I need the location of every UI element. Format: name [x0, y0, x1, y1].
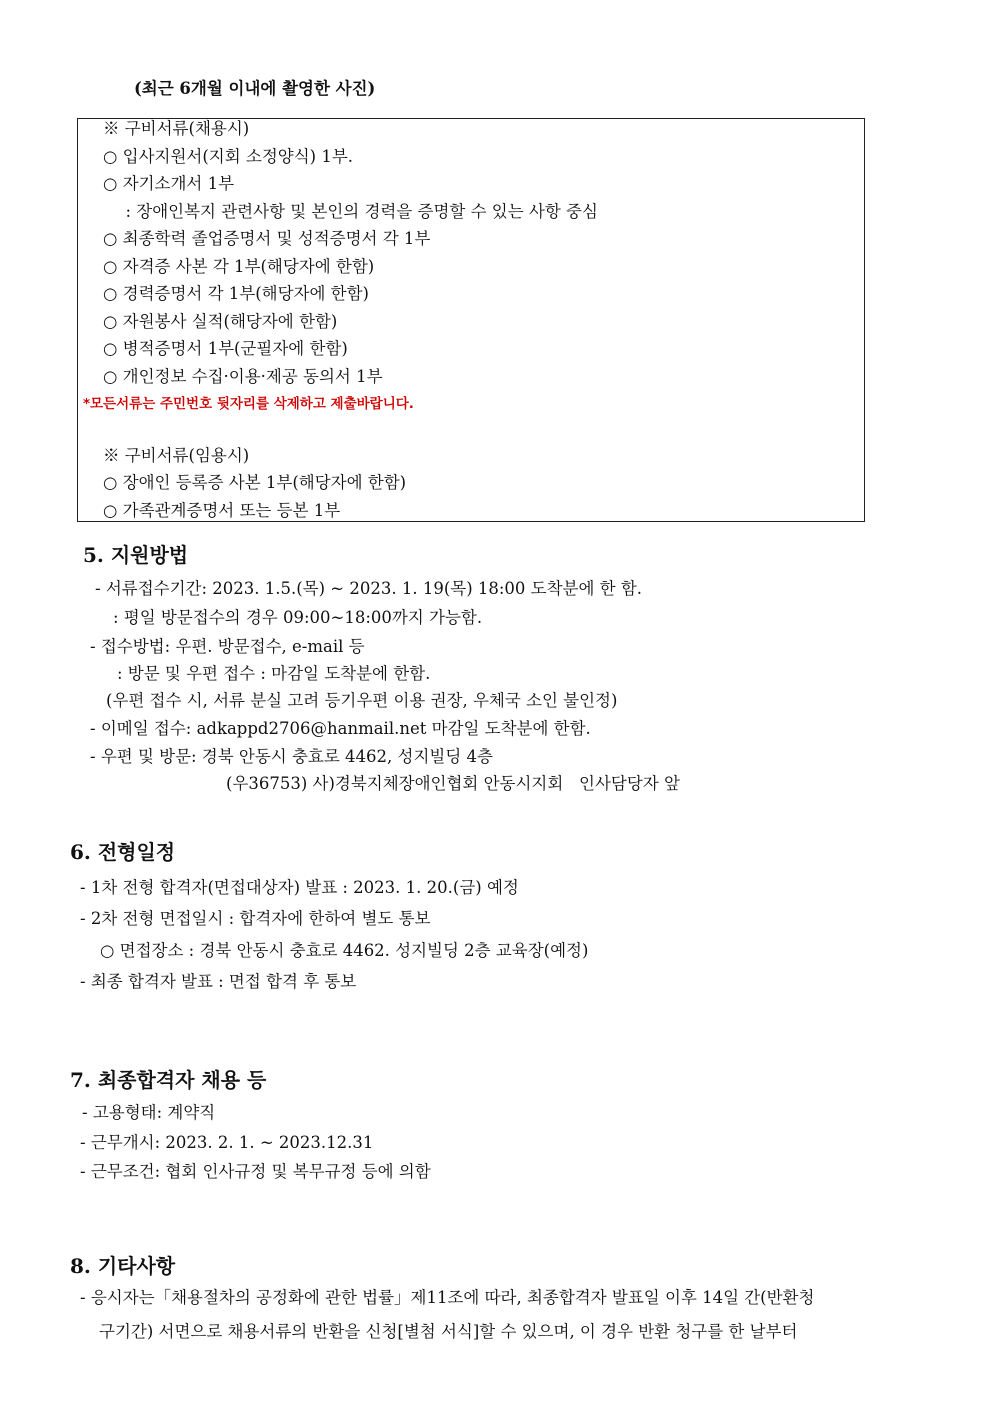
section-7-line: - 근무개시: 2023. 2. 1. ~ 2023.12.31	[80, 1133, 374, 1152]
section-6-heading: 6. 전형일정	[70, 840, 176, 864]
doc-item: ○ 자원봉사 실적(해당자에 한함)	[103, 312, 338, 331]
resident-number-notice: *모든서류는 주민번호 뒷자리를 삭제하고 제출바랍니다.	[83, 396, 414, 412]
section-7-line: - 근무조건: 협회 인사규정 및 복무규정 등에 의함	[80, 1162, 431, 1181]
section-5-line: - 접수방법: 우편. 방문접수, e-mail 등	[90, 637, 365, 656]
section-5-line: : 평일 방문접수의 경우 09:00~18:00까지 가능함.	[113, 608, 483, 627]
section-5-line: - 우편 및 방문: 경북 안동시 충효로 4462, 성지빌딩 4층	[90, 747, 493, 766]
section-5-line: - 서류접수기간: 2023. 1.5.(목) ~ 2023. 1. 19(목) 18:00 도착분에 한 함.	[95, 579, 643, 598]
section-5-line: (우편 접수 시, 서류 분실 고려 등기우편 이용 권장, 우체국 소인 불인정)	[106, 691, 618, 710]
section-5-line: - 이메일 접수: adkappd2706@hanmail.net 마감일 도착분에 한함.	[90, 719, 591, 738]
photo-note: (최근 6개월 이내에 촬영한 사진)	[134, 79, 376, 98]
required-docs-hiring-title: ※ 구비서류(채용시)	[103, 119, 250, 138]
doc-item: ○ 최종학력 졸업증명서 및 성적증명서 각 1부	[103, 229, 431, 248]
doc-item: ○ 자기소개서 1부	[103, 174, 235, 193]
section-5-heading: 5. 지원방법	[83, 543, 189, 567]
section-7-line: - 고용형태: 계약직	[82, 1103, 216, 1122]
section-6-line: - 2차 전형 면접일시 : 합격자에 한하여 별도 통보	[80, 909, 431, 928]
doc-item: ○ 장애인 등록증 사본 1부(해당자에 한함)	[103, 473, 407, 492]
doc-item: ○ 병적증명서 1부(군필자에 한함)	[103, 339, 348, 358]
required-docs-appointment-title: ※ 구비서류(임용시)	[103, 446, 250, 465]
section-5-line: (우36753) 사)경북지체장애인협회 안동시지회 인사담당자 앞	[226, 774, 680, 793]
section-6-line: ○ 면접장소 : 경북 안동시 충효로 4462. 성지빌딩 2층 교육장(예정)	[100, 941, 589, 960]
section-7-heading: 7. 최종합격자 채용 등	[70, 1068, 267, 1092]
section-6-line: - 최종 합격자 발표 : 면접 합격 후 통보	[80, 972, 357, 991]
doc-item: ○ 가족관계증명서 또는 등본 1부	[103, 501, 341, 520]
section-8-line: 구기간) 서면으로 채용서류의 반환을 신청[별첨 서식]할 수 있으며, 이 경우 반환 청구를 한 날부터	[99, 1322, 798, 1341]
section-6-line: - 1차 전형 합격자(면접대상자) 발표 : 2023. 1. 20.(금) 예정	[80, 878, 519, 897]
section-5-line: : 방문 및 우편 접수 : 마감일 도착분에 한함.	[117, 664, 431, 683]
doc-item-note: : 장애인복지 관련사항 및 본인의 경력을 증명할 수 있는 사항 중심	[115, 202, 598, 221]
doc-item: ○ 경력증명서 각 1부(해당자에 한함)	[103, 284, 369, 303]
section-8-line: - 응시자는「채용절차의 공정화에 관한 법률」제11조에 따라, 최종합격자 발표일 이후 14일 간(반환청	[80, 1288, 815, 1307]
doc-item: ○ 자격증 사본 각 1부(해당자에 한함)	[103, 257, 375, 276]
doc-item: ○ 개인정보 수집·이용·제공 동의서 1부	[103, 367, 383, 386]
doc-item: ○ 입사지원서(지회 소정양식) 1부.	[103, 147, 354, 166]
section-8-heading: 8. 기타사항	[70, 1254, 176, 1278]
